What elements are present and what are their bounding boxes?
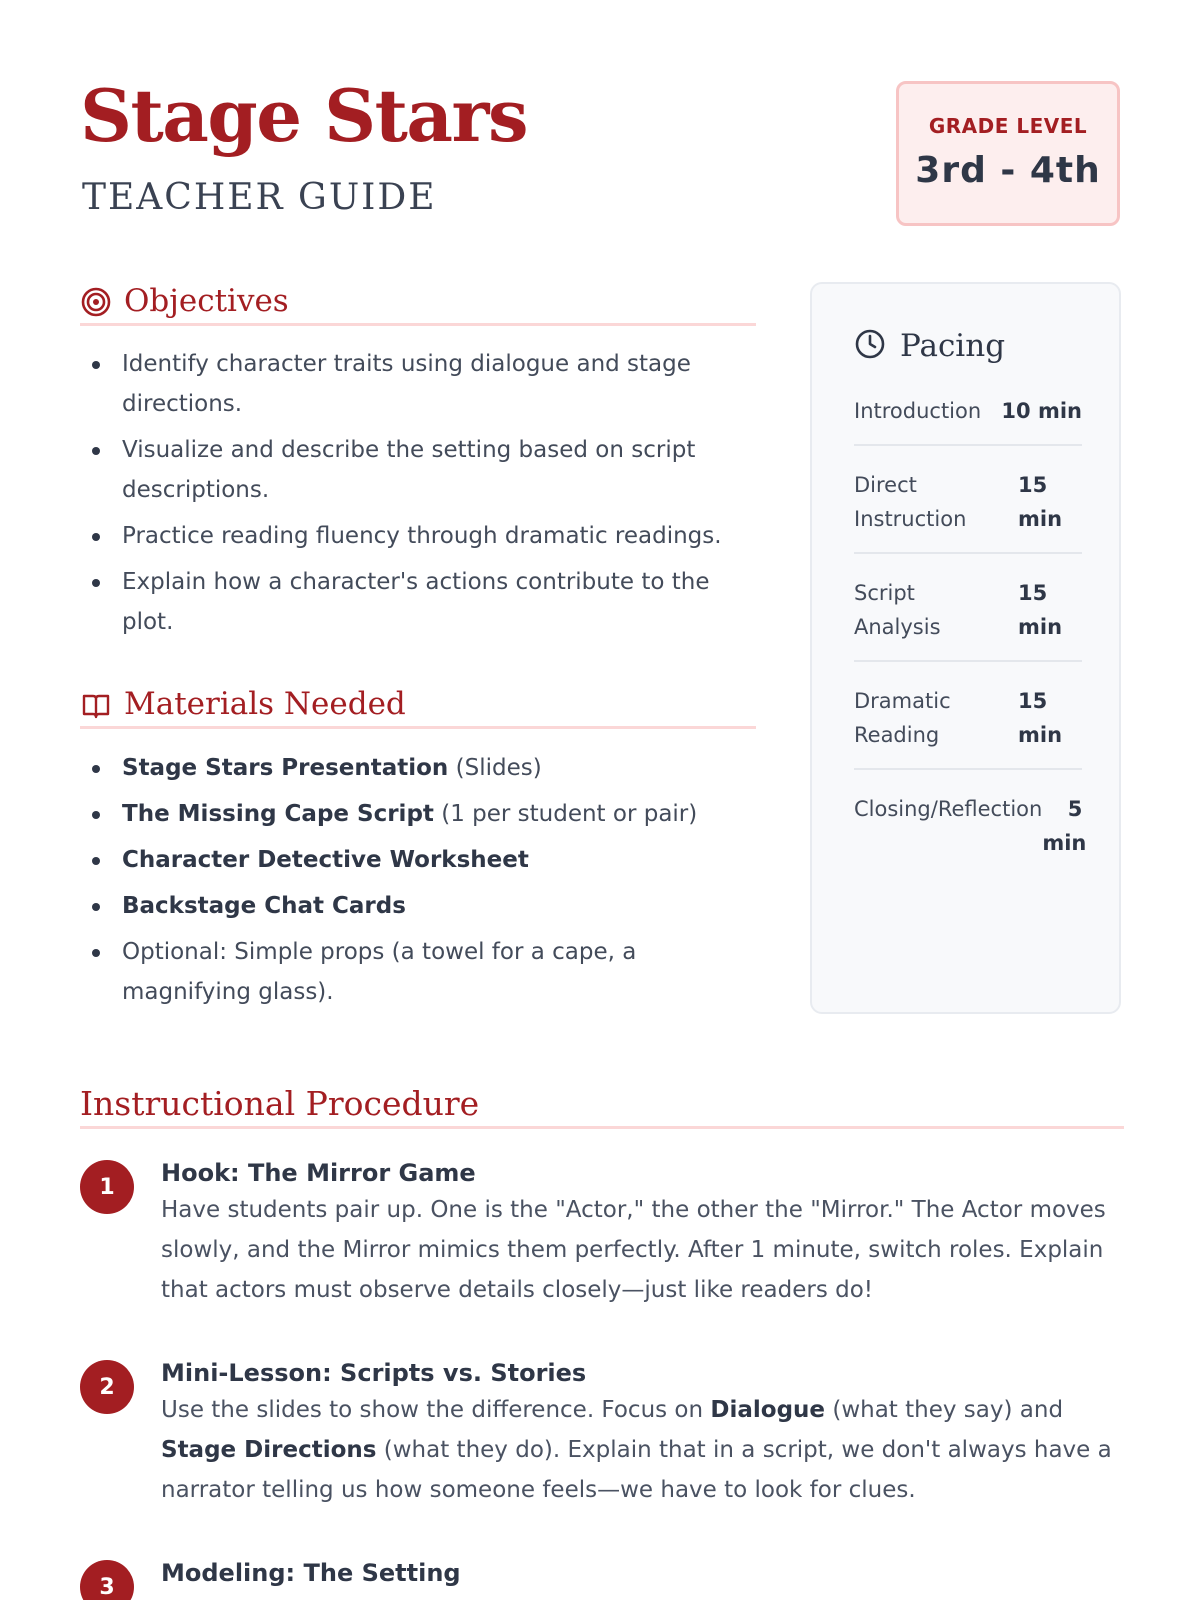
objectives-title: Objectives [124, 283, 289, 319]
pacing-row [854, 468, 1082, 536]
pacing-card [810, 282, 1121, 1014]
step-number-badge: 2 [80, 1360, 134, 1414]
divider [854, 768, 1082, 770]
procedure-title: Instructional Procedure [80, 1084, 480, 1123]
procedure-step [80, 1156, 1124, 1310]
step-number-badge: 1 [80, 1160, 134, 1214]
step-title: Modeling: The Setting [161, 1559, 461, 1587]
pacing-activity: Dramatic Reading [854, 689, 951, 747]
divider [854, 444, 1082, 446]
divider [854, 660, 1082, 662]
list-item: Identify character traits using dialogue and stage directions. [90, 344, 760, 424]
step-title: Mini-Lesson: Scripts vs. Stories [161, 1359, 587, 1387]
list-item: Practice reading fluency through dramatic readings. [90, 516, 760, 556]
pacing-time: 15 min [1018, 473, 1063, 531]
procedure-step [80, 1356, 1124, 1510]
materials-heading [80, 686, 756, 729]
list-item: Explain how a character's actions contribute to the plot. [90, 562, 760, 642]
pacing-heading [854, 328, 1005, 364]
pacing-activity: Script Analysis [854, 581, 941, 639]
objectives-heading [80, 283, 756, 326]
procedure-heading [80, 1084, 1124, 1129]
objectives-list [90, 344, 760, 648]
pacing-time: 10 min [1001, 399, 1082, 423]
clock-icon [854, 328, 886, 364]
list-item: Optional: Simple props (a towel for a cape, a magnifying glass). [90, 932, 760, 1012]
pacing-time: 5 min [1042, 797, 1087, 855]
pacing-title: Pacing [900, 328, 1006, 364]
book-icon [80, 689, 112, 721]
pacing-row [854, 792, 1087, 860]
target-icon [80, 286, 112, 318]
grade-level-label: GRADE LEVEL [928, 114, 1088, 138]
page-title: Stage Stars [80, 73, 527, 158]
materials-title: Materials Needed [124, 686, 406, 722]
divider [854, 552, 1082, 554]
procedure-step [80, 1556, 1124, 1600]
pacing-row [854, 394, 1082, 428]
grade-level-value: 3rd - 4th [915, 150, 1101, 191]
materials-list [90, 748, 760, 1018]
pacing-activity: Direct Instruction [854, 473, 967, 531]
list-item: Character Detective Worksheet [90, 840, 760, 880]
list-item: Backstage Chat Cards [90, 886, 760, 926]
list-item: Stage Stars Presentation (Slides) [90, 748, 760, 788]
pacing-activity: Introduction [854, 399, 982, 423]
pacing-activity: Closing/Reflection [854, 797, 1043, 821]
pacing-time: 15 min [1018, 581, 1063, 639]
page-subtitle: TEACHER GUIDE [82, 177, 437, 218]
pacing-row [854, 684, 1082, 752]
grade-level-badge [896, 81, 1120, 226]
pacing-time: 15 min [1018, 689, 1063, 747]
step-number-badge: 3 [80, 1560, 134, 1600]
list-item: The Missing Cape Script (1 per student or pair) [90, 794, 760, 834]
step-body: Use the slides to show the difference. Focus on Dialogue (what they say) and Stage Directions (what they do). Explain that in a script, we don't always have a narrator telling us how someone feels—we have to look for clues. [161, 1397, 1112, 1503]
step-title: Hook: The Mirror Game [161, 1159, 476, 1187]
step-body: Have students pair up. One is the "Actor," the other the "Mirror." The Actor moves slowly, and the Mirror mimics them perfectly. After 1 minute, switch roles. Explain that actors must observe details closely—just like readers do! [161, 1197, 1106, 1303]
pacing-row [854, 576, 1082, 644]
list-item: Visualize and describe the setting based on script descriptions. [90, 430, 760, 510]
